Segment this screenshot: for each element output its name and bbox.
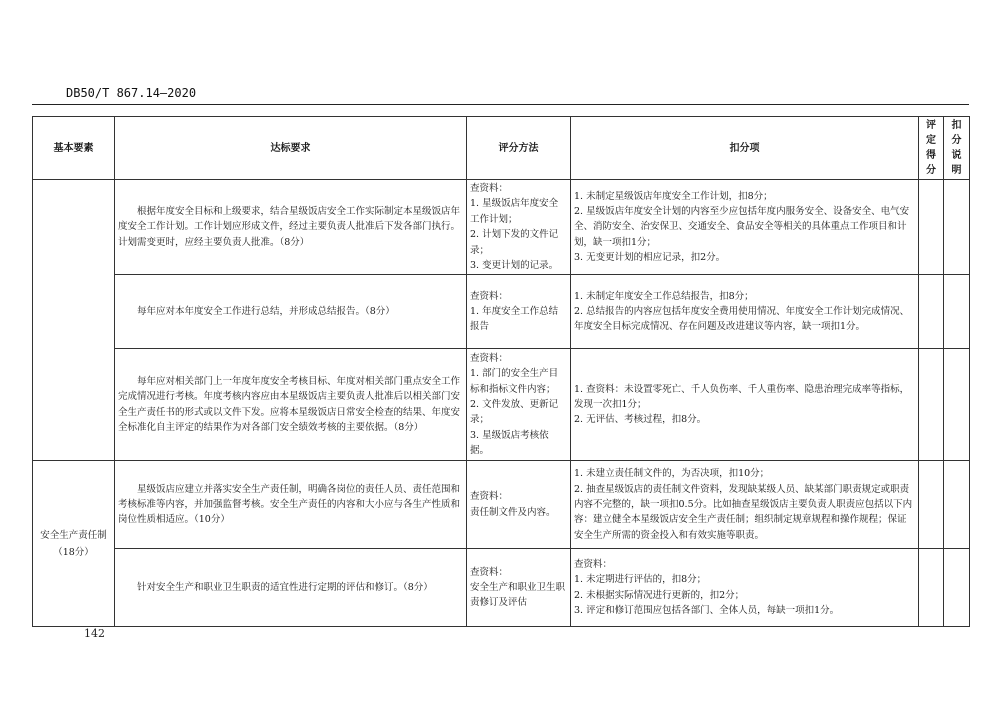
note-cell	[944, 461, 970, 549]
header-rule	[32, 104, 969, 105]
deduction-line: 2. 抽查星级饭店的责任制文件资料，发现缺某级人员、缺某部门职责规定或职责内容不完整的，缺一项扣0.5分。比如抽查星级饭店主要负责人职责应包括以下内容：建立健全本星级饭店安全生产责任制；组织制定规章规程和操作规程；保证安全生产所需的资金投入和有效实施等职责。	[574, 483, 913, 541]
method-line: 1. 年度安全工作总结报告	[470, 306, 559, 333]
method-line: 查资料：	[470, 352, 509, 364]
method-line: 查资料：	[470, 566, 509, 578]
table-row	[33, 461, 970, 549]
element-cell	[33, 461, 115, 627]
element-points: （18分）	[53, 546, 94, 558]
deduction-line: 3. 无变更计划的相应记录，扣2分。	[574, 252, 726, 264]
deduction-line: 1. 未制定年度安全工作总结报告，扣8分；	[574, 290, 754, 302]
deduction-line: 3. 评定和修订范围应包括各部门、全体人员，每缺一项扣1分。	[574, 605, 840, 617]
deduction-cell	[571, 275, 919, 349]
method-line: 1. 星级饭店年度安全工作计划；	[470, 198, 559, 225]
requirement-cell: 每年应对相关部门上一年度年度安全考核目标、年度对相关部门重点安全工作完成情况进行考核。年度考核内容应由本星级饭店主要负责人批准后以相关部门安全生产责任书的形式或以文件下发。应将本星级饭店日常安全检查的结果、年度安全标准化自主评定的结果作为对各部门安全绩效考核的主要依据。（8分）	[115, 349, 467, 461]
deduction-line: 2. 无评估、考核过程，扣8分。	[574, 414, 707, 426]
score-cell	[919, 461, 944, 549]
deduction-line: 2. 未根据实际情况进行更新的，扣2分；	[574, 589, 745, 601]
note-cell	[944, 549, 970, 627]
method-line: 查资料：	[470, 491, 509, 503]
evaluation-table	[32, 116, 970, 627]
method-cell	[467, 275, 571, 349]
deduction-cell	[571, 349, 919, 461]
method-cell	[467, 180, 571, 275]
method-line: 2. 计划下发的文件记录；	[470, 229, 559, 256]
score-cell	[919, 549, 944, 627]
requirement-cell: 每年应对本年度安全工作进行总结，并形成总结报告。（8分）	[115, 275, 467, 349]
method-line: 1. 部门的安全生产目标和指标文件内容；	[470, 368, 559, 395]
col-header-requirement: 达标要求	[115, 117, 467, 180]
method-line: 查资料：	[470, 183, 509, 194]
method-line: 安全生产和职业卫生职责修订及评估	[470, 582, 566, 609]
requirement-cell: 针对安全生产和职业卫生职责的适宜性进行定期的评估和修订。（8分）	[115, 549, 467, 627]
score-cell	[919, 180, 944, 275]
note-cell	[944, 180, 970, 275]
method-line: 查资料：	[470, 290, 509, 302]
deduction-line: 1. 未定期进行评估的，扣8分；	[574, 574, 707, 586]
deduction-line: 2. 总结报告的内容应包括年度安全费用使用情况、年度安全工作计划完成情况、年度安全目标完成情况、存在问题及改进建议等内容，缺一项扣1分。	[574, 306, 910, 333]
deduction-line: 1. 未制定星级饭店年度安全工作计划，扣8分；	[574, 190, 773, 202]
note-cell	[944, 349, 970, 461]
deduction-line: 1. 未建立责任制文件的，为否决项，扣10分；	[574, 468, 770, 480]
table-row	[33, 549, 970, 627]
deduction-cell	[571, 461, 919, 549]
col-header-score: 评定得分	[919, 117, 944, 180]
table-row	[33, 349, 970, 461]
method-cell	[467, 549, 571, 627]
col-header-element: 基本要素	[33, 117, 115, 180]
score-cell	[919, 349, 944, 461]
method-line: 责任制文件及内容。	[470, 506, 556, 518]
element-label: 安全生产责任制	[40, 529, 107, 541]
score-cell	[919, 275, 944, 349]
deduction-cell	[571, 549, 919, 627]
requirement-cell: 星级饭店应建立并落实安全生产责任制，明确各岗位的责任人员、责任范围和考核标准等内容，并加强监督考核。安全生产责任的内容和大小应与各生产性质和岗位性质相适应。（10分）	[115, 461, 467, 549]
deduction-line: 1. 查资料：未设置零死亡、千人负伤率、千人重伤率、隐患治理完成率等指标，发现一次扣1分；	[574, 383, 910, 411]
method-cell	[467, 349, 571, 461]
table-header-row	[33, 117, 970, 180]
method-line: 3. 变更计划的记录。	[470, 259, 559, 271]
table-row	[33, 180, 970, 275]
page-number: 142	[84, 627, 105, 640]
deduction-line: 查资料：	[574, 559, 613, 570]
col-header-deduction: 扣分项	[571, 117, 919, 180]
method-line: 2. 文件发放、更新记录；	[470, 399, 559, 426]
table-row	[33, 275, 970, 349]
element-cell-empty	[33, 180, 115, 461]
deduction-line: 2. 星级饭店年度安全计划的内容至少应包括年度内服务安全、设备安全、电气安全、消防安全、治安保卫、交通安全、食品安全等相关的具体重点工作项目和计划，缺一项扣1分；	[574, 206, 910, 248]
method-line: 3. 星级饭店考核依据。	[470, 429, 549, 457]
note-cell	[944, 275, 970, 349]
method-cell	[467, 461, 571, 549]
standard-code: DB50/T 867.14—2020	[66, 86, 197, 100]
col-header-method: 评分方法	[467, 117, 571, 180]
col-header-note: 扣分说明	[944, 117, 970, 180]
deduction-cell	[571, 180, 919, 275]
requirement-cell: 根据年度安全目标和上级要求，结合星级饭店安全工作实际制定本星级饭店年度安全工作计划。工作计划应形成文件，经过主要负责人批准后下发各部门执行。计划需变更时，应经主要负责人批准。（8分）	[115, 180, 467, 275]
